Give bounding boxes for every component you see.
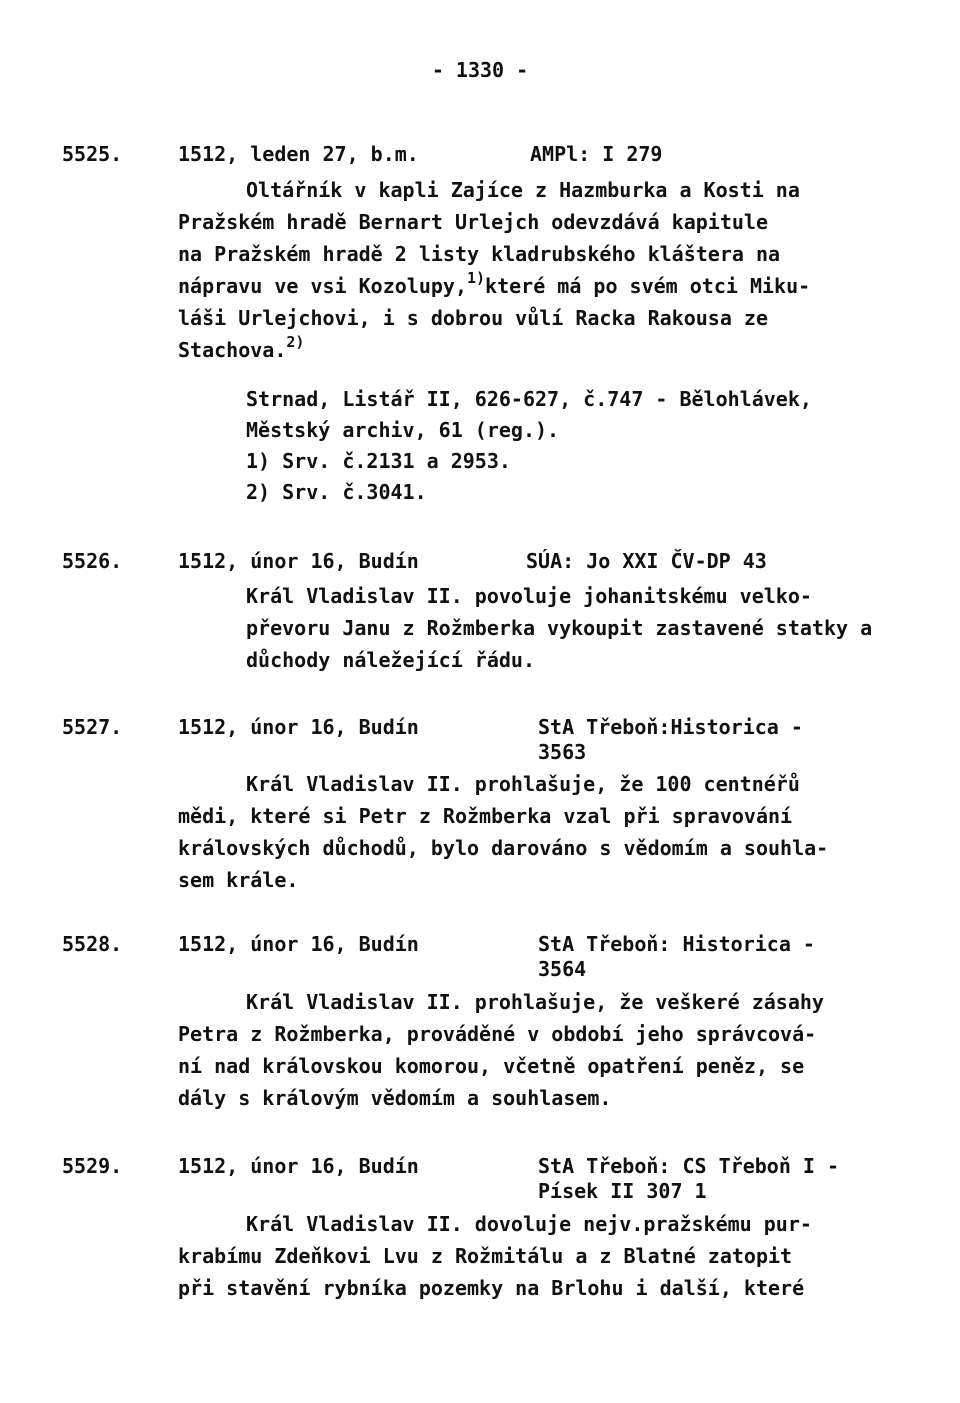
text-line: důchody náležející řádu. bbox=[246, 648, 535, 672]
source-line: StA Třeboň: CS Třeboň I - bbox=[538, 1154, 840, 1178]
entry-source bbox=[538, 715, 803, 765]
source-line: 3564 bbox=[538, 957, 587, 981]
entry-text bbox=[178, 1208, 908, 1304]
text-line: mědi, které si Petr z Rožmberka vzal při spravování bbox=[178, 804, 793, 828]
entry-text bbox=[178, 768, 908, 896]
text-line: Král Vladislav II. prohlašuje, že veškeré zásahy bbox=[246, 990, 824, 1014]
note-line: Městský archiv, 61 (reg.). bbox=[246, 418, 560, 442]
footnote-marker: 2) bbox=[286, 333, 305, 351]
text-line: Petra z Rožmberka, prováděné v období jeho správcová- bbox=[178, 1022, 817, 1046]
entry-date: 1512, leden 27, b.m. bbox=[178, 142, 419, 166]
note-line: 2) Srv. č.3041. bbox=[246, 480, 427, 504]
entry-source bbox=[530, 142, 662, 167]
text-line: Král Vladislav II. prohlašuje, že 100 centnéřů bbox=[246, 772, 800, 796]
text-line: na Pražském hradě 2 listy kladrubského kláštera na bbox=[178, 242, 781, 266]
entry-number: 5525. bbox=[62, 142, 123, 166]
source-line: StA Třeboň: Historica - bbox=[538, 932, 815, 956]
text-line: při stavění rybníka pozemky na Brlohu i další, které bbox=[178, 1276, 805, 1300]
text-line: láši Urlejchovi, i s dobrou vůlí Racka Rakousa ze bbox=[178, 306, 769, 330]
entry-source bbox=[526, 549, 767, 574]
text-line: Pražském hradě Bernart Urlejch odevzdává kapitule bbox=[178, 210, 769, 234]
text-line: sem krále. bbox=[178, 868, 299, 892]
entry-text bbox=[178, 986, 908, 1114]
text-line: dály s královým vědomím a souhlasem. bbox=[178, 1086, 612, 1110]
entry-number: 5529. bbox=[62, 1154, 123, 1178]
entry-source bbox=[538, 1154, 839, 1204]
source-line: StA Třeboň:Historica - bbox=[538, 715, 803, 739]
entry-notes bbox=[246, 384, 812, 508]
text-line: ní nad královskou komorou, včetně opatření peněz, se bbox=[178, 1054, 805, 1078]
text-fragment: Stachova. bbox=[178, 338, 287, 362]
page-number: - 1330 - bbox=[431, 58, 529, 82]
entry-date: 1512, únor 16, Budín bbox=[178, 1154, 419, 1178]
text-line: krabímu Zdeňkovi Lvu z Rožmitálu a z Blatné zatopit bbox=[178, 1244, 793, 1268]
entry-source bbox=[538, 932, 815, 982]
note-line: Strnad, Listář II, 626-627, č.747 - Bělohlávek, bbox=[246, 387, 812, 411]
entry-number: 5528. bbox=[62, 932, 123, 956]
text-line: převoru Janu z Rožmberka vykoupit zastavené statky a bbox=[246, 616, 873, 640]
text-line: královských důchodů, bylo darováno s vědomím a souhla- bbox=[178, 836, 829, 860]
source-line: 3563 bbox=[538, 740, 587, 764]
entry-date: 1512, únor 16, Budín bbox=[178, 715, 419, 739]
text-fragment: které má po svém otci Miku- bbox=[485, 274, 811, 298]
entry-text bbox=[178, 580, 908, 676]
text-line: Král Vladislav II. dovoluje nejv.pražskému pur- bbox=[246, 1212, 812, 1236]
footnote-marker: 1) bbox=[466, 269, 486, 287]
entry-number: 5526. bbox=[62, 549, 123, 573]
source-line: AMPl: I 279 bbox=[530, 142, 663, 166]
text-line bbox=[178, 334, 908, 366]
text-line: Oltářník v kapli Zajíce z Hazmburka a Kosti na bbox=[246, 178, 800, 202]
source-line: Písek II 307 1 bbox=[538, 1179, 707, 1203]
source-line: SÚA: Jo XXI ČV-DP 43 bbox=[526, 549, 767, 573]
entry-date: 1512, únor 16, Budín bbox=[178, 932, 419, 956]
entry-text bbox=[178, 174, 908, 366]
text-fragment: nápravu ve vsi Kozolupy, bbox=[178, 274, 467, 298]
text-line bbox=[178, 270, 908, 302]
note-line: 1) Srv. č.2131 a 2953. bbox=[246, 449, 511, 473]
text-line: Král Vladislav II. povoluje johanitskému velko- bbox=[246, 584, 812, 608]
entry-date: 1512, únor 16, Budín bbox=[178, 549, 419, 573]
entry-number: 5527. bbox=[62, 715, 123, 739]
